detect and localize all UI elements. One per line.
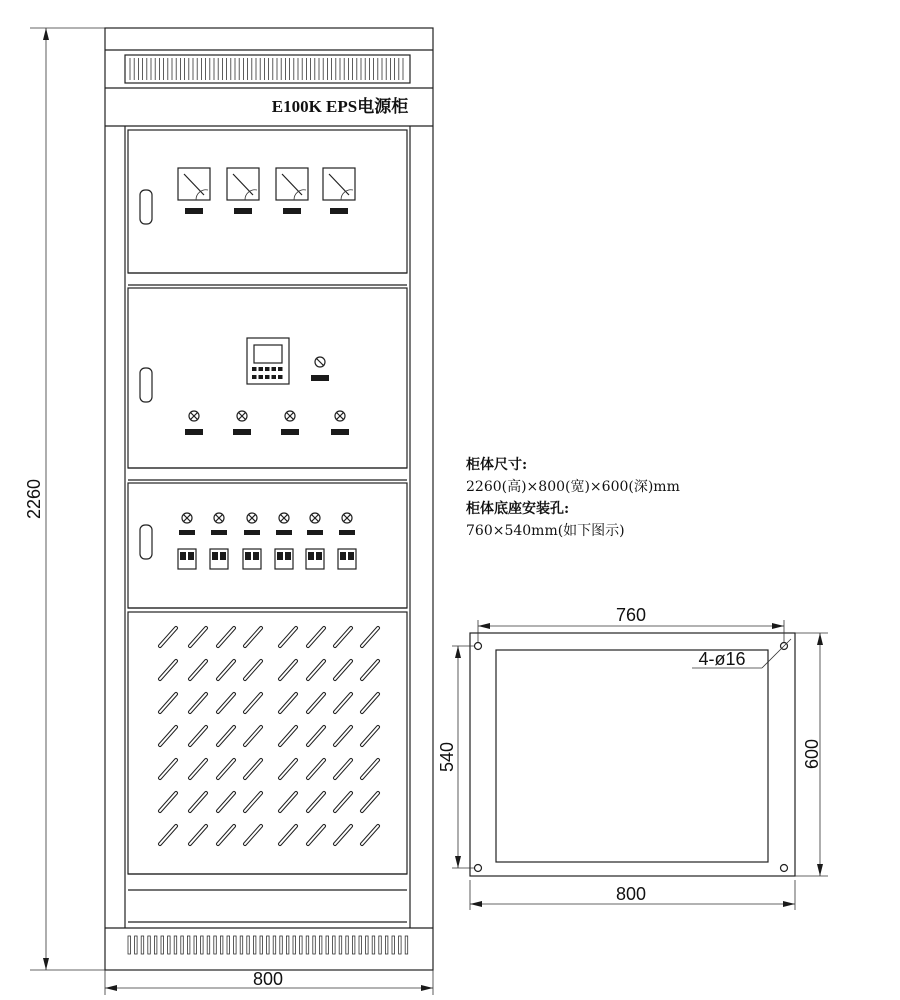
indicator-lamp	[279, 513, 289, 523]
cabinet-frame	[105, 28, 433, 970]
breaker-switch	[210, 549, 228, 569]
height-dimension	[24, 28, 105, 970]
size-heading: 柜体尺寸:	[466, 457, 528, 473]
breaker-switch	[306, 549, 324, 569]
indicator-lamp	[285, 411, 295, 421]
mount-hole	[475, 865, 482, 872]
meter-icon	[227, 168, 259, 214]
selector-switch	[311, 357, 329, 381]
base-plan	[437, 605, 828, 910]
breaker-panel	[128, 483, 407, 608]
cabinet-title: E100K EPS电源柜	[271, 97, 409, 116]
mount-hole	[475, 643, 482, 650]
door-handle-2	[140, 368, 152, 402]
breaker-switch	[178, 549, 196, 569]
indicator-lamp	[310, 513, 320, 523]
holes-heading: 柜体底座安装孔:	[466, 501, 570, 517]
base-opening	[496, 650, 768, 862]
door-handle-1	[140, 190, 152, 224]
holes-value: 760×540mm(如下图示)	[466, 523, 625, 539]
base-plate	[470, 633, 795, 876]
door-handle-3	[140, 525, 152, 559]
meter-icon	[178, 168, 210, 214]
hole-callout-label: 4-ø16	[698, 649, 746, 669]
indicator-lamp	[189, 411, 199, 421]
base-right-label: 600	[802, 738, 822, 770]
cabinet-plinth	[105, 928, 433, 954]
indicator-lamp	[342, 513, 352, 523]
vent-panel	[128, 612, 407, 922]
breaker-switch	[275, 549, 293, 569]
controller-screen	[254, 345, 282, 363]
indicator-lamp	[182, 513, 192, 523]
meter-icon	[276, 168, 308, 214]
controller-panel	[128, 288, 407, 480]
spec-notes	[466, 454, 680, 542]
meter-panel	[128, 130, 407, 285]
indicator-lamp	[247, 513, 257, 523]
base-left-label: 540	[437, 741, 457, 773]
cabinet-width-label: 800	[252, 969, 284, 989]
indicator-lamp	[214, 513, 224, 523]
base-bottom-label: 800	[615, 884, 647, 904]
size-value: 2260(高)×800(宽)×600(深)mm	[466, 479, 680, 495]
indicator-lamp	[237, 411, 247, 421]
cabinet-height-label: 2260	[24, 478, 44, 520]
base-top-label: 760	[615, 605, 647, 625]
meter-icon	[323, 168, 355, 214]
breaker-switch	[243, 549, 261, 569]
breaker-switch	[338, 549, 356, 569]
indicator-lamp	[335, 411, 345, 421]
mount-hole	[781, 865, 788, 872]
width-dimension	[105, 969, 433, 995]
